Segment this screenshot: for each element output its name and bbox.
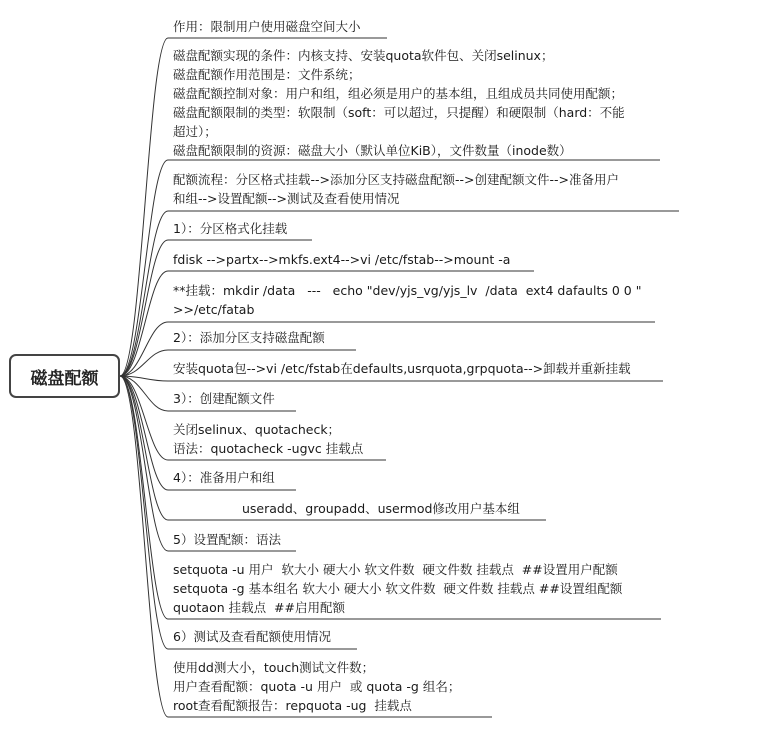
branch-step6-cmd[interactable] <box>173 658 460 715</box>
branch-text-line: >>/etc/fatab <box>173 302 255 317</box>
branch-text-line: 6）测试及查看配额使用情况 <box>173 629 331 644</box>
branch-conditions[interactable] <box>173 46 625 160</box>
branch-step5-title[interactable] <box>173 530 281 549</box>
root-topic-label: 磁盘配额 <box>30 368 99 389</box>
branch-text-line: 磁盘配额作用范围是：文件系统； <box>173 67 361 82</box>
branch-step1-cmd[interactable] <box>173 250 510 269</box>
branch-step4-cmd[interactable] <box>173 499 520 518</box>
branch-text-line: 安装quota包-->vi /etc/fstab在defaults,usrquota,grpquota-->卸载并重新挂载 <box>173 361 631 376</box>
branch-text-line: **挂载：mkdir /data --- echo "dev/yjs_vg/yjs_lv /data ext4 dafaults 0 0 " <box>173 283 642 298</box>
branch-text-line: root查看配额报告：repquota -ug 挂载点 <box>173 698 412 713</box>
branch-text-line: 2）：添加分区支持磁盘配额 <box>173 330 325 345</box>
branch-step3-title[interactable] <box>173 389 275 408</box>
branch-step3-cmd[interactable] <box>173 420 363 458</box>
branch-text-line: 用户查看配额：quota -u 用户 或 quota -g 组名； <box>173 679 461 694</box>
branch-step4-title[interactable] <box>173 468 275 487</box>
branch-text-line: 3）：创建配额文件 <box>173 391 275 406</box>
branch-step6-title[interactable] <box>173 627 331 646</box>
branch-text-line: 磁盘配额限制的类型：软限制（soft：可以超过，只提醒）和硬限制（hard：不能 <box>173 105 625 120</box>
branch-text-line: 5）设置配额：语法 <box>173 532 281 547</box>
branch-text-line: useradd、groupadd、usermod修改用户基本组 <box>242 501 520 516</box>
branch-text-line: 磁盘配额控制对象：用户和组，组必须是用户的基本组，且组成员共同使用配额； <box>173 86 624 101</box>
branch-text-line: 语法：quotacheck -ugvc 挂载点 <box>173 441 364 456</box>
branch-text-line: setquota -u 用户 软大小 硬大小 软文件数 硬文件数 挂载点 ##设置用户配额 <box>173 562 618 577</box>
branch-text-line: 关闭selinux、quotacheck； <box>173 422 341 437</box>
branch-text-line: setquota -g 基本组名 软大小 硬大小 软文件数 硬文件数 挂载点 ##设置组配额 <box>173 581 623 596</box>
branch-text-line: quotaon 挂载点 ##启用配额 <box>173 600 346 615</box>
branch-purpose[interactable] <box>173 17 361 36</box>
branch-step2-cmd[interactable] <box>173 359 631 378</box>
branch-text-line: 超过）； <box>173 124 217 139</box>
branch-step2-title[interactable] <box>173 328 325 347</box>
branch-text-line: 作用：限制用户使用磁盘空间大小 <box>173 19 361 34</box>
branch-text-line: fdisk -->partx-->mkfs.ext4-->vi /etc/fstab-->mount -a <box>173 252 511 267</box>
branch-text-line: 配额流程：分区格式挂载-->添加分区支持磁盘配额-->创建配额文件-->准备用户 <box>173 172 619 187</box>
branch-text-line: 磁盘配额实现的条件：内核支持、安装quota软件包、关闭selinux； <box>173 48 554 63</box>
branch-text-line: 和组-->设置配额-->测试及查看使用情况 <box>173 191 400 206</box>
branch-text-line: 1）：分区格式化挂载 <box>173 221 288 236</box>
branch-text-line: 4）：准备用户和组 <box>173 470 275 485</box>
branch-step1-note[interactable] <box>173 281 641 319</box>
root-topic[interactable] <box>9 354 120 398</box>
branch-step1-title[interactable] <box>173 219 287 238</box>
branch-workflow[interactable] <box>173 170 619 208</box>
branch-text-line: 使用dd测大小，touch测试文件数； <box>173 660 375 675</box>
branch-text-line: 磁盘配额限制的资源：磁盘大小（默认单位KiB），文件数量（inode数） <box>173 143 572 158</box>
branch-step5-cmd[interactable] <box>173 560 622 617</box>
